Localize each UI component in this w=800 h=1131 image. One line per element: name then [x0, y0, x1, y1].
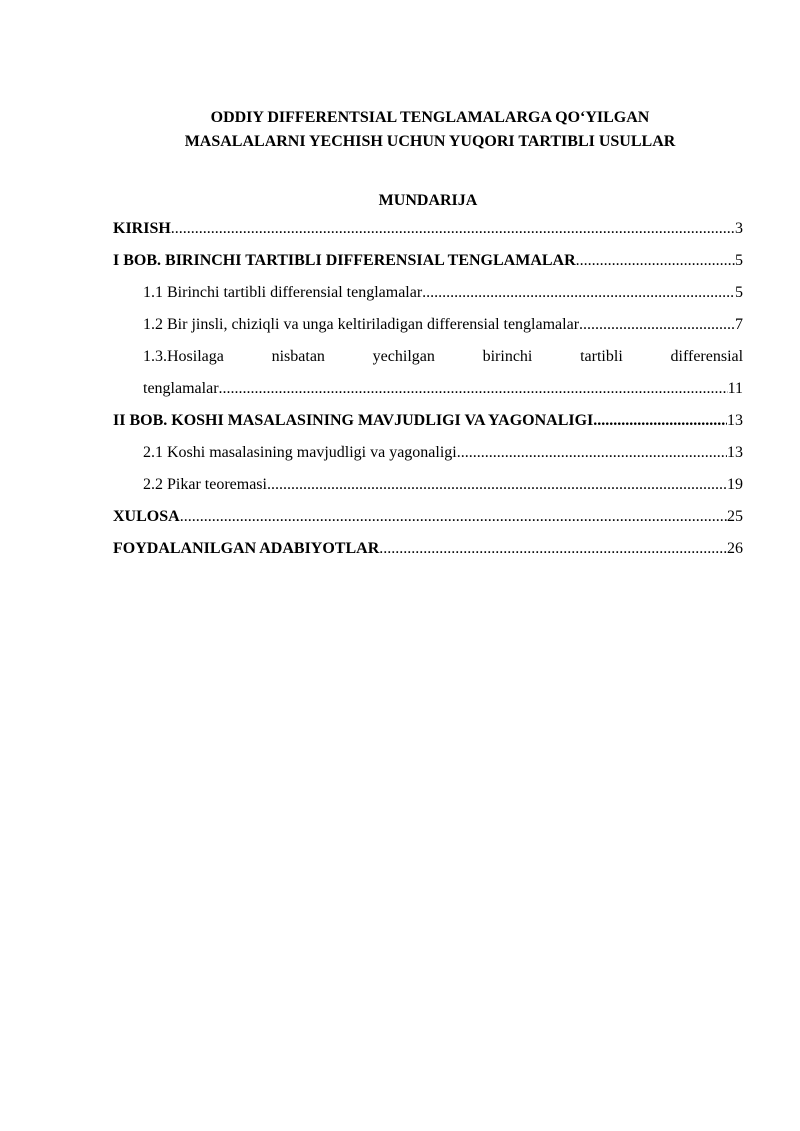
toc-leader-dots — [379, 533, 727, 565]
toc-leader-dots — [593, 405, 727, 437]
toc-entry-label: KIRISH — [113, 220, 171, 237]
toc-entry-label: 2.1 Koshi masalasining mavjudligi va yagonaligi — [143, 444, 457, 461]
toc-leader-dots — [579, 309, 735, 341]
toc-entry-section-1-1[interactable] — [113, 277, 743, 309]
toc-page-number: 11 — [727, 380, 743, 397]
toc-heading: MUNDARIJA — [378, 192, 478, 209]
toc-page-number: 5 — [735, 284, 743, 301]
toc-leader-dots — [267, 469, 727, 501]
toc-entry-section-2-1[interactable] — [113, 437, 743, 469]
toc-leader-dots — [219, 373, 728, 405]
toc-leader-dots — [422, 277, 735, 309]
toc-entry-label-tail: tenglamalar — [143, 380, 219, 397]
toc-entry-label-line-1 — [113, 341, 743, 373]
toc-entry-label: I BOB. BIRINCHI TARTIBLI DIFFERENSIAL TENGLAMALAR — [113, 252, 576, 269]
document-title-line-1: ODDIY DIFFERENTSIAL TENGLAMALARGA QO‘YILGAN — [210, 109, 650, 126]
toc-entry-chapter-2[interactable] — [113, 405, 743, 437]
toc-page-number: 13 — [727, 412, 743, 429]
toc-word: yechilgan — [372, 348, 435, 365]
toc-word: nisbatan — [271, 348, 325, 365]
toc-entry-chapter-1[interactable] — [113, 245, 743, 277]
toc-page-number: 25 — [727, 508, 743, 525]
toc-page-number: 26 — [727, 540, 743, 557]
toc-word: tartibli — [580, 348, 623, 365]
toc-word: differensial — [670, 348, 744, 365]
toc-leader-dots — [180, 501, 727, 533]
toc-page-number: 13 — [727, 444, 743, 461]
toc-leader-dots — [171, 213, 735, 245]
toc-entry-section-1-2[interactable] — [113, 309, 743, 341]
toc-entry-label: 2.2 Pikar teoremasi — [143, 476, 267, 493]
toc-entry-label: 1.1 Birinchi tartibli differensial tenglamalar — [143, 284, 423, 301]
document-title — [100, 106, 760, 154]
toc-entry-references[interactable] — [113, 533, 743, 565]
toc-entry-label: 1.2 Bir jinsli, chiziqli va unga keltiriladigan differensial tenglamalar — [143, 316, 580, 333]
toc-entry-label-line-2 — [113, 373, 743, 405]
toc-word: birinchi — [482, 348, 533, 365]
document-title-line-2: MASALALARNI YECHISH UCHUN YUQORI TARTIBLI USULLAR — [184, 133, 676, 150]
toc-entry-label: II BOB. KOSHI MASALASINING MAVJUDLIGI VA YAGONALIGI — [113, 412, 594, 429]
toc-page-number: 7 — [735, 316, 743, 333]
toc-leader-dots — [457, 437, 727, 469]
toc-entry-xulosa[interactable] — [113, 501, 743, 533]
toc-entry-section-1-3[interactable] — [113, 341, 743, 405]
toc-page-number: 5 — [735, 252, 743, 269]
toc-entry-label: FOYDALANILGAN ADABIYOTLAR — [113, 540, 380, 557]
table-of-contents — [113, 213, 743, 565]
toc-page-number: 3 — [735, 220, 743, 237]
toc-leader-dots — [576, 245, 735, 277]
toc-page-number: 19 — [727, 476, 743, 493]
toc-entry-section-2-2[interactable] — [113, 469, 743, 501]
toc-entry-label: XULOSA — [113, 508, 180, 525]
toc-entry-kirish[interactable] — [113, 213, 743, 245]
toc-word: 1.3.Hosilaga — [143, 348, 224, 365]
